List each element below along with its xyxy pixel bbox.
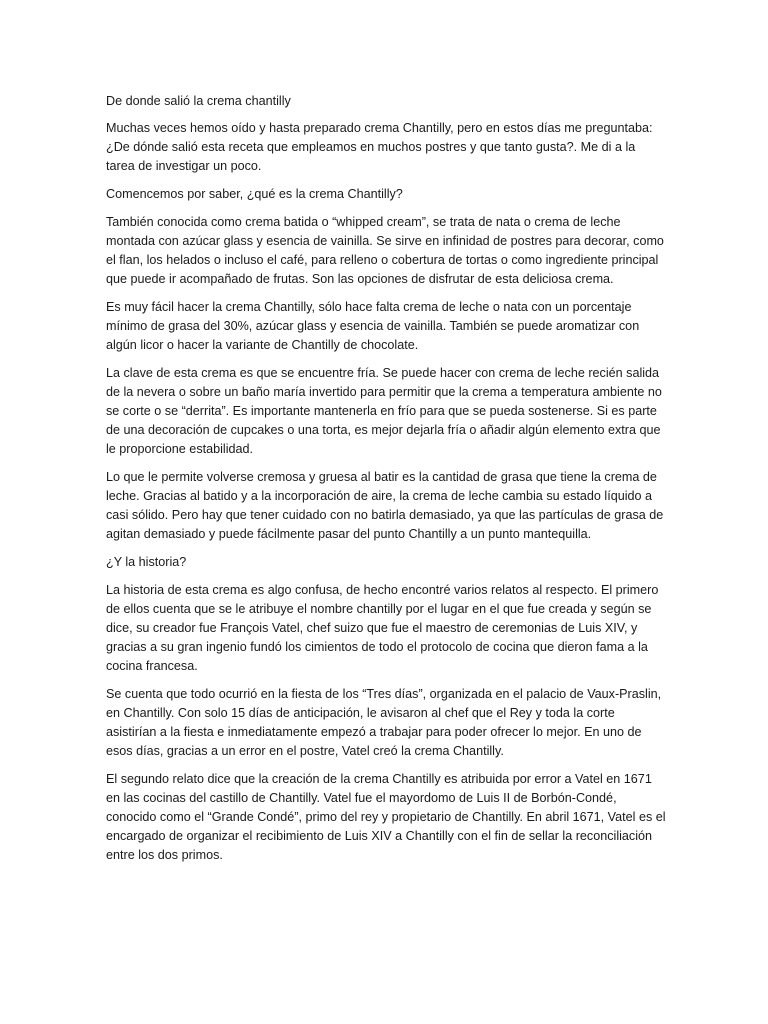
- paragraph-history-fiesta: Se cuenta que todo ocurrió en la fiesta de los “Tres días”, organizada en el palacio de Vaux-Praslin, en Chantilly. Con solo 15 días de anticipación, le avisaron al chef que el Rey y toda la corte asistirían a la fiesta e inmediatamente empezó a trabajar para poder ofrecer lo mejor. En uno de esos días, gracias a un error en el postre, Vatel creó la crema Chantilly.: [106, 687, 662, 758]
- document-title: De donde salió la crema chantilly: [106, 94, 291, 108]
- paragraph-fat-content: Lo que le permite volverse cremosa y gruesa al batir es la cantidad de grasa que tiene la crema de leche. Gracias al batido y a la incorporación de aire, la crema de leche cambia su estado líquido a casi sólido. Pero hay que tener cuidado con no batirla demasiado, ya que las partículas de grasa de agitan demasiado y puede fácilmente pasar del punto Chantilly a un punto mantequilla.: [106, 470, 664, 541]
- paragraph-definition: También conocida como crema batida o “whipped cream”, se trata de nata o crema de leche montada con azúcar glass y esencia de vainilla. Se sirve en infinidad de postres para decorar, como el flan, los helados o incluso el café, para relleno o cobertura de tortas o como ingrediente principal que puede ir acompañado de frutas. Son las opciones de disfrutar de esta deliciosa crema.: [106, 215, 664, 286]
- section-heading-que-es: Comencemos por saber, ¿qué es la crema Chantilly?: [106, 187, 403, 201]
- paragraph-preparation: Es muy fácil hacer la crema Chantilly, sólo hace falta crema de leche o nata con un porcentaje mínimo de grasa del 30%, azúcar glass y esencia de vainilla. También se puede aromatizar con algún licor o hacer la variante de Chantilly de chocolate.: [106, 300, 640, 352]
- section-heading-historia: ¿Y la historia?: [106, 555, 187, 569]
- paragraph-intro: Muchas veces hemos oído y hasta preparado crema Chantilly, pero en estos días me preguntaba: ¿De dónde salió esta receta que empleamos en muchos postres y que tanto gusta?. Me di a la tarea de investigar un poco.: [106, 121, 653, 173]
- paragraph-history-first: La historia de esta crema es algo confusa, de hecho encontré varios relatos al respecto. El primero de ellos cuenta que se le atribuye el nombre chantilly por el lugar en el que fue creada y según se dice, su creador fue François Vatel, chef suizo que fue el maestro de ceremonias de Luis XIV, y gracias a su gran ingenio fundó los cimientos de todo el protocolo de cocina que dieron fama a la cocina francesa.: [106, 583, 659, 673]
- paragraph-temperature: La clave de esta crema es que se encuentre fría. Se puede hacer con crema de leche recién salida de la nevera o sobre un baño maría invertido para permitir que la crema a temperatura ambiente no se corte o se “derrita”. Es importante mantenerla en frío para que se pueda sostenerse. Si es parte de una decoración de cupcakes o una torta, es mejor dejarla fría o añadir algún elemento extra que le proporcione estabilidad.: [106, 366, 662, 456]
- paragraph-history-second: El segundo relato dice que la creación de la crema Chantilly es atribuida por error a Vatel en 1671 en las cocinas del castillo de Chantilly. Vatel fue el mayordomo de Luis II de Borbón-Condé, conocido como el “Grande Condé”, primo del rey y propietario de Chantilly. En abril 1671, Vatel es el encargado de organizar el recibimiento de Luis XIV a Chantilly con el fin de sellar la reconciliación entre los dos primos.: [106, 772, 666, 862]
- document-page: [106, 92, 666, 874]
